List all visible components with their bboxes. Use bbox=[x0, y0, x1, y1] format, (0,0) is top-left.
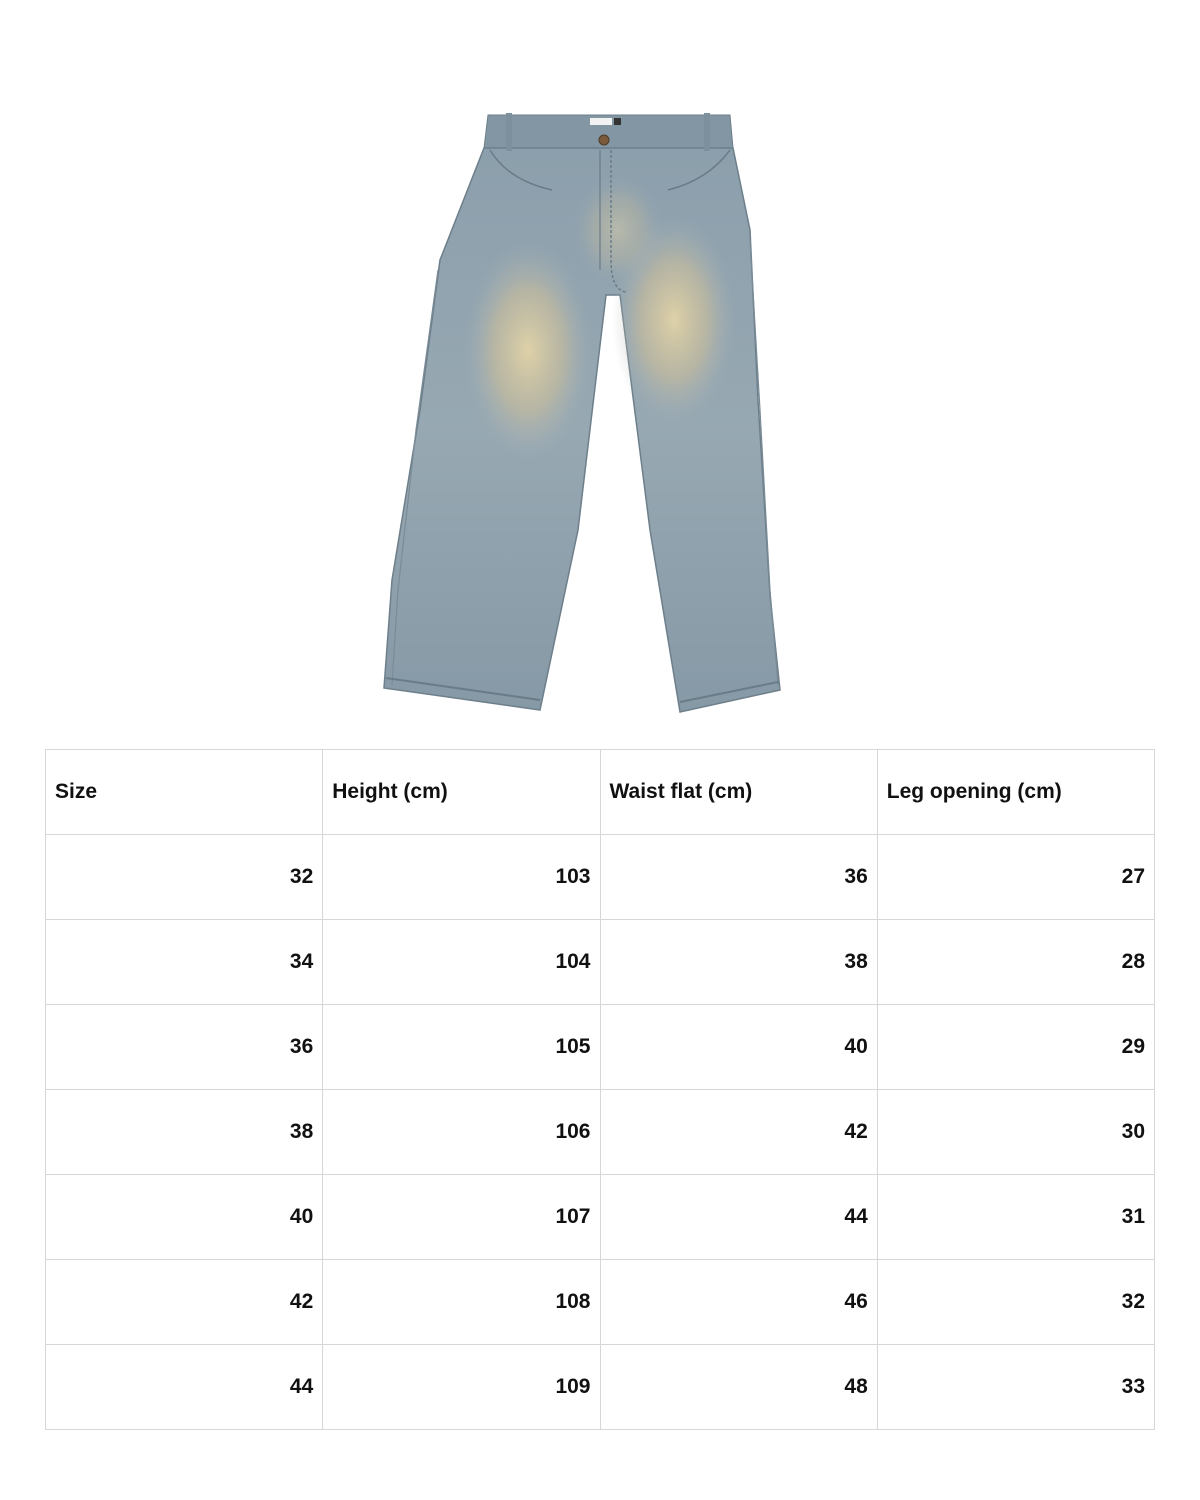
cell-waist-flat: 42 bbox=[600, 1090, 877, 1175]
cell-leg-opening: 33 bbox=[877, 1345, 1154, 1430]
table-row bbox=[46, 1175, 1155, 1260]
cell-size: 40 bbox=[46, 1175, 323, 1260]
table-row bbox=[46, 920, 1155, 1005]
cell-leg-opening: 27 bbox=[877, 835, 1154, 920]
cell-height: 105 bbox=[323, 1005, 600, 1090]
cell-height: 109 bbox=[323, 1345, 600, 1430]
cell-height: 103 bbox=[323, 835, 600, 920]
cell-leg-opening: 32 bbox=[877, 1260, 1154, 1345]
cell-size: 38 bbox=[46, 1090, 323, 1175]
table-row bbox=[46, 1090, 1155, 1175]
cell-height: 106 bbox=[323, 1090, 600, 1175]
cell-waist-flat: 44 bbox=[600, 1175, 877, 1260]
header-height: Height (cm) bbox=[323, 750, 600, 835]
cell-waist-flat: 40 bbox=[600, 1005, 877, 1090]
cell-size: 32 bbox=[46, 835, 323, 920]
cell-waist-flat: 46 bbox=[600, 1260, 877, 1345]
table-row bbox=[46, 1345, 1155, 1430]
cell-height: 107 bbox=[323, 1175, 600, 1260]
table-row bbox=[46, 1005, 1155, 1090]
header-size: Size bbox=[46, 750, 323, 835]
cell-size: 36 bbox=[46, 1005, 323, 1090]
jeans-product-image bbox=[378, 110, 838, 720]
header-waist-flat: Waist flat (cm) bbox=[600, 750, 877, 835]
cell-leg-opening: 28 bbox=[877, 920, 1154, 1005]
jeans-icon bbox=[378, 110, 838, 720]
cell-waist-flat: 36 bbox=[600, 835, 877, 920]
header-leg-opening: Leg opening (cm) bbox=[877, 750, 1154, 835]
cell-size: 34 bbox=[46, 920, 323, 1005]
cell-leg-opening: 31 bbox=[877, 1175, 1154, 1260]
table-row bbox=[46, 835, 1155, 920]
cell-size: 42 bbox=[46, 1260, 323, 1345]
cell-waist-flat: 38 bbox=[600, 920, 877, 1005]
cell-size: 44 bbox=[46, 1345, 323, 1430]
table-row bbox=[46, 1260, 1155, 1345]
cell-height: 108 bbox=[323, 1260, 600, 1345]
cell-leg-opening: 30 bbox=[877, 1090, 1154, 1175]
cell-waist-flat: 48 bbox=[600, 1345, 877, 1430]
size-chart-table bbox=[45, 749, 1155, 1430]
cell-height: 104 bbox=[323, 920, 600, 1005]
table-header-row bbox=[46, 750, 1155, 835]
cell-leg-opening: 29 bbox=[877, 1005, 1154, 1090]
